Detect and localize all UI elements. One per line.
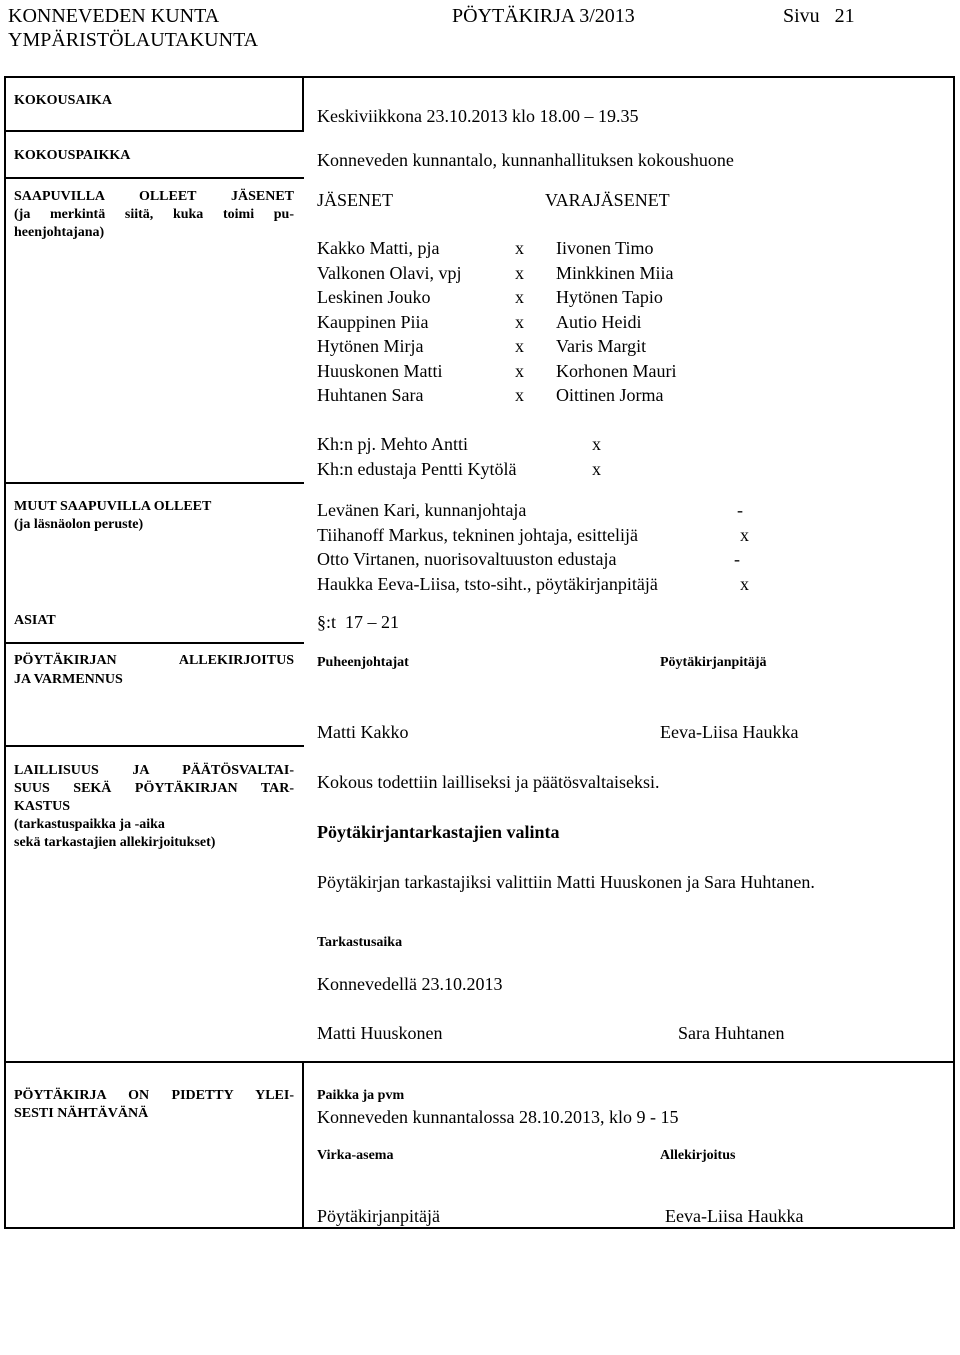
secretary-name: Eeva-Liisa Haukka <box>660 722 799 742</box>
left-border <box>4 76 6 1229</box>
deputy-name: Korhonen Mauri <box>556 360 677 381</box>
public-place-value: Konneveden kunnantalossa 28.10.2013, klo 9 - 15 <box>317 1107 679 1127</box>
position-label: Virka-asema <box>317 1148 394 1163</box>
review-place-date: Konnevedellä 23.10.2013 <box>317 974 503 994</box>
deputy-name: Minkkinen Miia <box>556 262 674 283</box>
members-label-line3: heenjohtajana) <box>14 225 105 240</box>
rule-members <box>4 482 304 484</box>
bottom-border <box>4 1227 955 1229</box>
meeting-time-label: KOKOUSAIKA <box>14 93 113 108</box>
attendance-mark: x <box>740 524 749 545</box>
members-column-header: JÄSENET <box>317 190 393 210</box>
meeting-place-value: Konneveden kunnantalo, kunnanhallituksen kokoushuone <box>317 150 734 170</box>
deputy-name: Iivonen Timo <box>556 238 654 258</box>
chair-name: Matti Kakko <box>317 722 409 742</box>
deputy-name: Autio Heidi <box>556 311 642 332</box>
legality-label-line1: LAILLISUUS JA PÄÄTÖSVALTAI- <box>14 763 294 778</box>
attendance-mark: x <box>515 311 524 332</box>
legality-label-line4: (tarkastuspaikka ja -aika <box>14 817 165 832</box>
member-name: Leskinen Jouko <box>317 287 431 307</box>
rule-public <box>4 1061 955 1063</box>
signature-label: Allekirjoitus <box>660 1148 736 1163</box>
deputy-name: Hytönen Tapio <box>556 287 663 307</box>
rule-time <box>4 130 304 132</box>
rule-signatures <box>4 745 304 747</box>
deputy-name: Varis Margit <box>556 336 647 356</box>
asiat-label: ASIAT <box>14 613 56 628</box>
other-attendee: Tiihanoff Markus, tekninen johtaja, esittelijä <box>317 524 638 545</box>
review-text: Pöytäkirjan tarkastajiksi valittiin Matti Huuskonen ja Sara Huhtanen. <box>317 872 815 892</box>
legality-label-line5: sekä tarkastajien allekirjoitukset) <box>14 835 216 850</box>
public-label-line1: PÖYTÄKIRJA ON PIDETTY YLEI- <box>14 1088 294 1103</box>
public-label <box>14 1087 294 1123</box>
public-place-label: Paikka ja pvm <box>317 1088 405 1103</box>
attendance-mark: x <box>515 287 524 307</box>
member-name: Kauppinen Piia <box>317 311 429 332</box>
member-name: Valkonen Olavi, vpj <box>317 262 462 283</box>
other-attendee: Haukka Eeva-Liisa, tsto-siht., pöytäkirjanpitäjä <box>317 573 658 594</box>
legality-label-line2: SUUS SEKÄ PÖYTÄKIRJAN TAR- <box>14 781 294 796</box>
reviewer-1: Matti Huuskonen <box>317 1023 443 1043</box>
org-name: KONNEVEDEN KUNTA <box>8 5 220 27</box>
rule-asiat <box>4 642 304 644</box>
top-border <box>4 76 955 78</box>
other-attendee: Levänen Kari, kunnanjohtaja <box>317 500 527 520</box>
attendance-mark: - <box>737 500 743 520</box>
legality-label-line3: KASTUS <box>14 799 71 814</box>
attendance-mark: x <box>515 360 524 381</box>
attendance-mark: x <box>515 385 524 405</box>
org-committee: YMPÄRISTÖLAUTAKUNTA <box>8 29 259 51</box>
members-label-line1: SAAPUVILLA OLLEET JÄSENET <box>14 189 294 204</box>
column-divider-bottom <box>302 1061 304 1229</box>
others-label-line1: MUUT SAAPUVILLA OLLEET <box>14 499 212 514</box>
attendance-mark: x <box>592 434 601 454</box>
signature-value: Eeva-Liisa Haukka <box>665 1206 804 1226</box>
other-attendee: Otto Virtanen, nuorisovaltuuston edustaja <box>317 549 617 569</box>
attendance-mark: x <box>592 458 601 479</box>
asiat-value: §:t 17 – 21 <box>317 612 400 632</box>
others-label-line2: (ja läsnäolon peruste) <box>14 517 144 532</box>
chair-title: Puheenjohtajat <box>317 655 409 670</box>
review-time-label: Tarkastusaika <box>317 935 403 950</box>
kh-name: Kh:n edustaja Pentti Kytölä <box>317 458 517 479</box>
meeting-time-value: Keskiviikkona 23.10.2013 klo 18.00 – 19.35 <box>317 106 639 126</box>
members-label <box>14 188 294 242</box>
signatures-label-line1: PÖYTÄKIRJAN ALLEKIRJOITUS <box>14 653 294 668</box>
column-divider <box>302 76 304 130</box>
reviewer-2: Sara Huhtanen <box>678 1023 785 1043</box>
review-heading: Pöytäkirjantarkastajien valinta <box>317 822 560 842</box>
attendance-mark: x <box>515 238 524 258</box>
secretary-title: Pöytäkirjanpitäjä <box>660 655 767 670</box>
kh-name: Kh:n pj. Mehto Antti <box>317 434 469 454</box>
attendance-mark: x <box>740 573 749 594</box>
deputy-name: Oittinen Jorma <box>556 385 664 405</box>
signatures-label-line2: JA VARMENNUS <box>14 672 123 687</box>
attendance-mark: x <box>515 336 524 356</box>
rule-place <box>4 177 304 179</box>
members-label-line2: (ja merkintä siitä, kuka toimi pu- <box>14 207 294 222</box>
meeting-place-label: KOKOUSPAIKKA <box>14 148 131 163</box>
attendance-mark: x <box>515 262 524 283</box>
document-title: PÖYTÄKIRJA 3/2013 <box>452 5 635 27</box>
page-number: Sivu 21 <box>783 5 855 27</box>
legality-statement: Kokous todettiin lailliseksi ja päätösvaltaiseksi. <box>317 772 660 792</box>
legality-label <box>14 762 294 852</box>
position-value: Pöytäkirjanpitäjä <box>317 1206 440 1226</box>
right-border <box>953 76 955 1229</box>
member-name: Kakko Matti, pja <box>317 238 440 258</box>
member-name: Hytönen Mirja <box>317 336 424 356</box>
public-label-line2: SESTI NÄHTÄVÄNÄ <box>14 1106 149 1121</box>
member-name: Huuskonen Matti <box>317 360 443 381</box>
member-name: Huhtanen Sara <box>317 385 424 405</box>
deputies-column-header: VARAJÄSENET <box>545 190 670 210</box>
attendance-mark: - <box>734 549 740 569</box>
